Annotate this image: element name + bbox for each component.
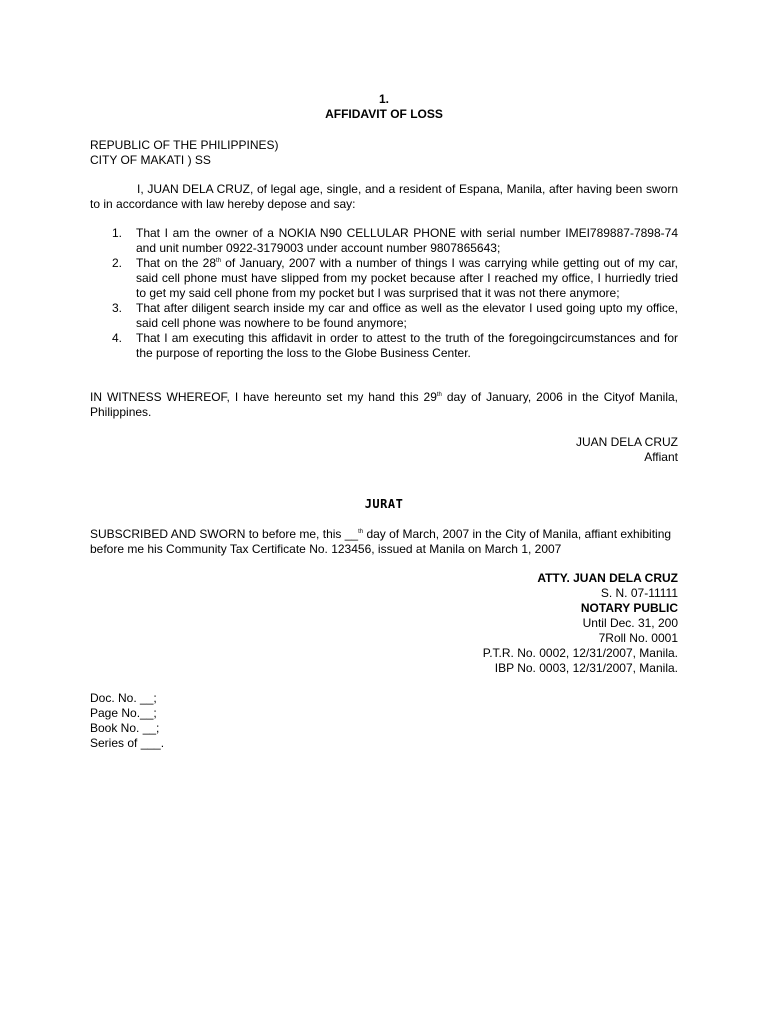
list-item [90, 226, 678, 256]
venue-city: CITY OF MAKATI ) SS [90, 153, 211, 167]
page-number: Page No.__; [90, 706, 157, 720]
series-year: Series of ___. [90, 736, 165, 750]
affiant-role: Affiant [644, 450, 678, 464]
affiant-signature-block [378, 435, 678, 465]
ordinal-suffix: th [436, 392, 442, 398]
list-item [90, 256, 678, 301]
notary-ibp: IBP No. 0003, 12/31/2007, Manila. [494, 661, 678, 675]
notarial-register [90, 691, 290, 751]
document-number: 1. [378, 92, 389, 106]
list-item-text: That after diligent search inside my car and office as well as the elevator I used going upto my office, said cell phone was nowhere to be found anymore; [136, 301, 678, 330]
notary-roll: 7Roll No. 0001 [598, 631, 678, 645]
ordinal-suffix: th [358, 529, 364, 535]
list-item-text-after: of January, 2007 with a number of things I was carrying while getting out of my car, said cell phone must have slipped from my pocket because after I reached my office, I hurriedly tried to get my said cell phone from my pocket but I was surprised that it was not there anymore; [136, 256, 678, 300]
witness-paragraph [90, 390, 678, 420]
list-item [90, 301, 678, 331]
notary-until: Until Dec. 31, 200 [582, 616, 678, 630]
document-title: AFFIDAVIT OF LOSS [325, 107, 443, 121]
list-item-text [136, 256, 678, 300]
list-item-text: That I am the owner of a NOKIA N90 CELLULAR PHONE with serial number IMEI789887-7898-74 and unit number 0922-3179003 under account number 9807865643; [136, 226, 678, 255]
list-item [90, 331, 678, 361]
intro-paragraph [90, 182, 678, 212]
notary-block [358, 571, 678, 676]
list-item-number: 4. [112, 331, 123, 345]
affiant-name: JUAN DELA CRUZ [575, 435, 678, 449]
notary-name: ATTY. JUAN DELA CRUZ [537, 571, 678, 585]
doc-number: Doc. No. __; [90, 691, 157, 705]
list-item-text: That I am executing this affidavit in order to attest to the truth of the foregoingcircumstances and for the purpose of reporting the loss to the Globe Business Center. [136, 331, 678, 360]
list-item-text-before: That on the 28 [136, 256, 217, 270]
notary-ptr: P.T.R. No. 0002, 12/31/2007, Manila. [482, 646, 678, 660]
venue-caption [90, 138, 390, 168]
witness-text-before: IN WITNESS WHEREOF, I have hereunto set my hand this 29 [90, 390, 437, 404]
book-number: Book No. __; [90, 721, 160, 735]
statement-list [90, 226, 678, 361]
list-item-number: 1. [112, 226, 123, 240]
venue-republic: REPUBLIC OF THE PHILIPPINES) [90, 138, 279, 152]
jurat-text-after: day of March, 2007 in the City of Manila, affiant exhibiting before me his Community Tax Certificate No. 123456, issued at Manila on March 1, 2007 [90, 527, 672, 556]
list-item-number: 3. [112, 301, 123, 315]
intro-text: I, JUAN DELA CRUZ, of legal age, single, and a resident of Espana, Manila, after having been sworn to in accordance with law hereby depose and say: [90, 182, 678, 211]
jurat-text-before: SUBSCRIBED AND SWORN to before me, this __ [90, 527, 359, 541]
list-item-number: 2. [112, 256, 123, 270]
notary-sn: S. N. 07-11111 [600, 586, 678, 600]
jurat-heading: JURAT [364, 497, 404, 511]
notary-title: NOTARY PUBLIC [580, 601, 678, 615]
witness-text-after: day of January, 2006 in the Cityof Manila, Philippines. [90, 390, 678, 419]
ordinal-suffix: th [216, 258, 222, 264]
jurat-paragraph [90, 527, 678, 557]
